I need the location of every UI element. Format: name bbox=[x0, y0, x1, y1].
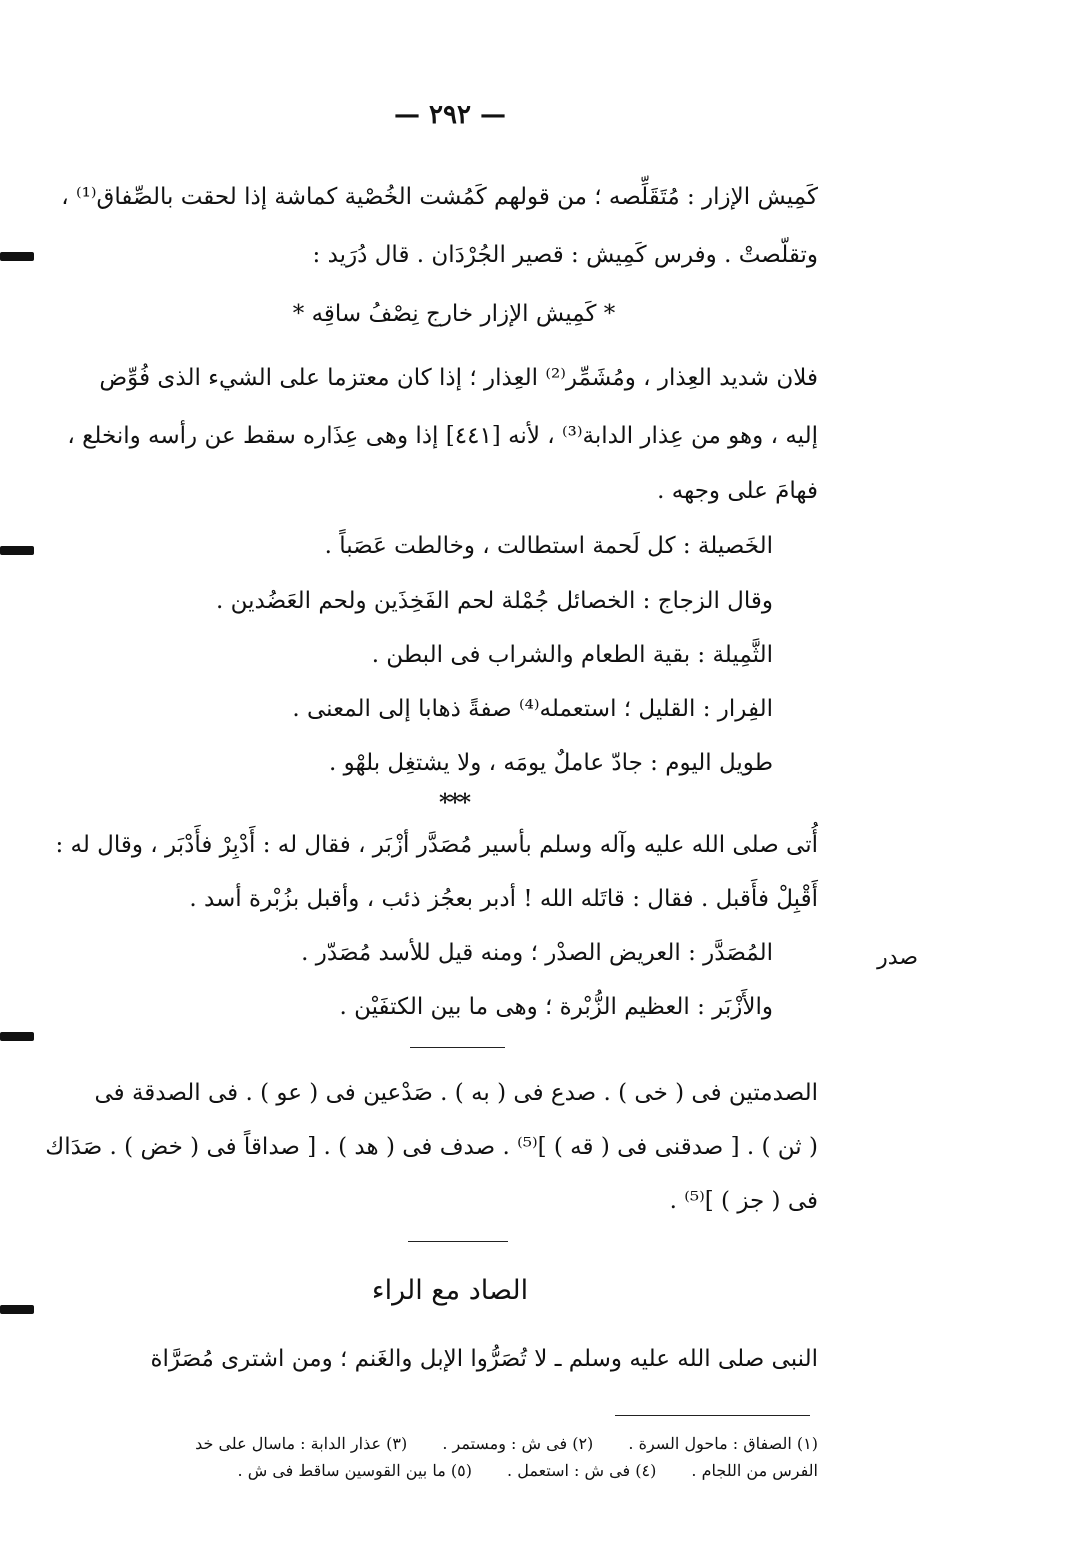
scan-edge-mark bbox=[0, 252, 34, 261]
reference-line: فى ( جز ) ]⁽⁵⁾ . bbox=[669, 1188, 818, 1214]
footnote: (١) الصفاق : ماحول السرة . bbox=[628, 1434, 818, 1453]
footnote: (٣) عذار الدابة : ماسال على خد bbox=[195, 1434, 408, 1453]
margin-root-note: صدر bbox=[877, 945, 918, 970]
reference-line: ( ثن ) . [ صدقنى فى ( قه ) ]⁽⁵⁾ . صدف فى ( هد ) . [ صداقاً فى ( خض ) . صَدَاك bbox=[45, 1134, 818, 1160]
footnote: الفرس من اللجام . bbox=[691, 1461, 818, 1480]
section-stars: *** bbox=[438, 789, 470, 816]
text-line: فلان شديد العِذار ، ومُشَمِّر⁽²⁾ العِذار ؛ إذا كان معتزما على الشيء الذى فُوِّض bbox=[99, 365, 818, 391]
footnote-line bbox=[95, 1430, 818, 1457]
reference-line: الصدمتين فى ( خى ) . صدع فى ( به ) . صَدْعين فى ( عو ) . فى الصدقة فى bbox=[94, 1080, 818, 1106]
text-line: كَمِيش الإزار : مُتَقَلِّصه ؛ من قولهم كَمُشت الخُصْية كماشة إذا لحقت بالصِّفاق⁽¹⁾ ، bbox=[61, 184, 818, 210]
text-line: طويل اليوم : جادّ عاملٌ يومَه ، ولا يشتغِل بلهْو . bbox=[328, 750, 773, 776]
page-number: — ٢٩٢ — bbox=[393, 100, 507, 130]
text-line: إليه ، وهو من عِذار الدابة⁽³⁾ ، لأنه [٤٤١] إذا وهى عِذَاره سقط عن رأسه وانخلع ، bbox=[67, 423, 818, 449]
text-line: وقال الزجاج : الخصائل جُمْلة لحم الفَخِذَين ولحم العَضُدين . bbox=[215, 588, 773, 614]
text-line: وتقلّصتْ . وفرس كَمِيش : قصير الجُرْدَان . قال دُرَيد : bbox=[312, 242, 818, 268]
footnote: (٤) فى ش : استعمل . bbox=[507, 1461, 657, 1480]
text-line: الثَّمِيلة : بقية الطعام والشراب فى البطن . bbox=[371, 642, 773, 668]
text-line: أَقْبِلْ فأَقبل . فقال : قاتَله الله ! أدبر بعجُز ذئب ، وأقبل بزُبْرة أسد . bbox=[189, 886, 818, 912]
text-line: أُتى صلى الله عليه وآله وسلم بأسير مُصَدَّر أزْبَر ، فقال له : أَدْبِرْ فأَدْبَر ، وقال له : bbox=[55, 832, 818, 858]
scan-edge-mark bbox=[0, 1032, 34, 1041]
footnote-rule bbox=[615, 1415, 810, 1416]
text-line: الفِرار : القليل ؛ استعمله⁽⁴⁾ صفةً ذهابا إلى المعنى . bbox=[292, 696, 773, 722]
separator-rule bbox=[408, 1241, 508, 1242]
text-line: الخَصيلة : كل لَحمة استطالت ، وخالطت عَصَباً . bbox=[324, 533, 773, 559]
footnote-line bbox=[95, 1457, 818, 1484]
footnotes bbox=[95, 1430, 818, 1484]
text-line: المُصَدَّر : العريض الصدْر ؛ ومنه قيل للأسد مُصَدّر . bbox=[301, 940, 773, 966]
scan-edge-mark bbox=[0, 546, 34, 555]
text-line: فهامَ على وجهه . bbox=[657, 478, 818, 504]
footnote: (٢) فى ش : ومستمر . bbox=[442, 1434, 594, 1453]
text-line: النبى صلى الله عليه وسلم ـ لا تُصَرُّوا الإبل والغَنم ؛ ومن اشترى مُصَرَّاة bbox=[150, 1346, 818, 1372]
footnote: (٥) ما بين القوسين ساقط فى ش . bbox=[237, 1461, 472, 1480]
verse-line: * كَمِيش الإزار خارج نِصْفُ ساقِه * bbox=[292, 301, 616, 327]
separator-rule bbox=[410, 1047, 505, 1048]
section-heading: الصاد مع الراء bbox=[371, 1275, 529, 1306]
text-line: والأَزْبَر : العظيم الزُّبْرة ؛ وهى ما بين الكتفَيْن . bbox=[339, 994, 773, 1020]
scan-edge-mark bbox=[0, 1305, 34, 1314]
